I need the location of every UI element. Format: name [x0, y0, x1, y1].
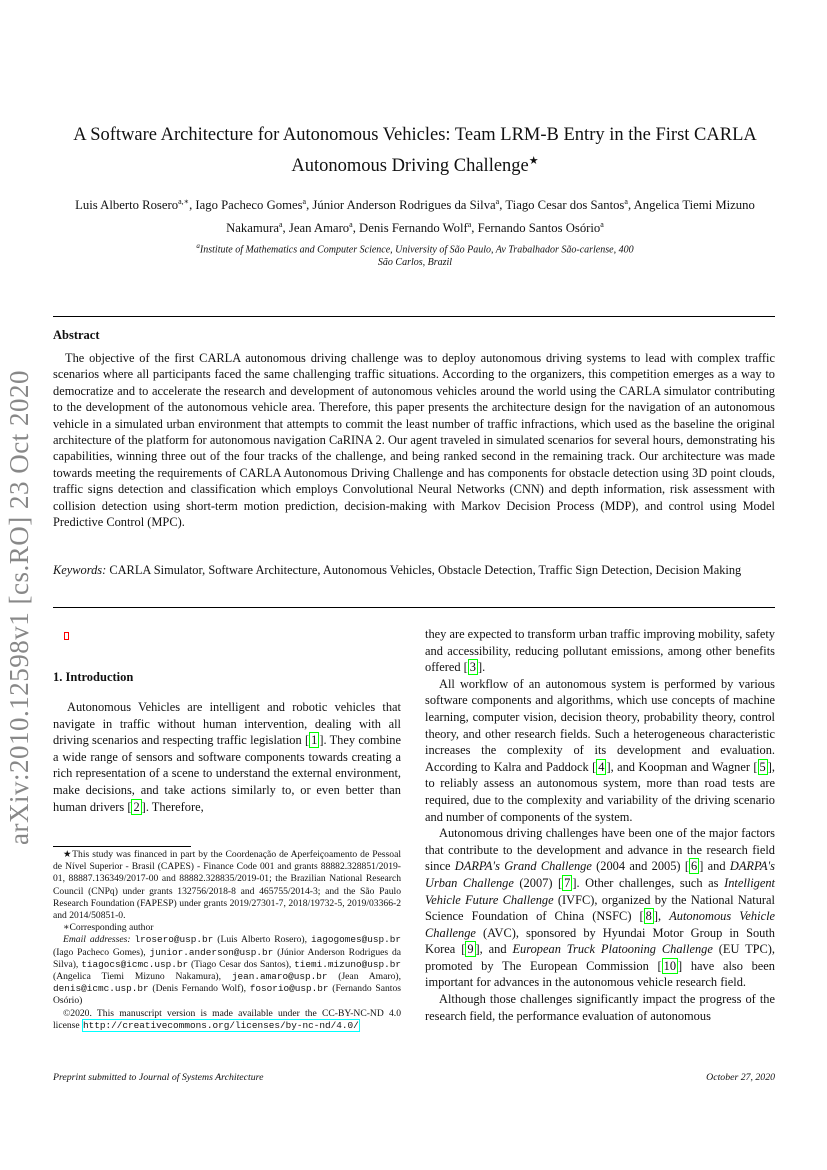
top-divider — [53, 316, 775, 317]
paragraph: Autonomous driving challenges have been one of the major factors that contribute to the development and advance in the research field since DARPA's Grand Challenge (2004 and 2005) [ 6 ] and DARPA's Urban Challenge (2007) [ 7 ]. Other challenges, such as Intelligent Vehicle Future Challenge (IVFC), organized by the National Natural Science Foundation of China (NSFC) [ 8 ], Autonomous Vehicle Challenge (AVC), sponsored by Hyundai Motor Group in South Korea [ 9 ], and European Truck Platooning Challenge (EU TPC), promoted by The European Commission [ 10 ] have also been important for advances in the autonomous vehicle research field. — [425, 826, 776, 990]
keywords-label: Keywords: — [53, 563, 107, 577]
email-link[interactable]: lrosero@usp.br — [134, 934, 214, 946]
citation-link[interactable]: 7 — [564, 875, 571, 890]
email-link[interactable]: junior.anderson@usp.br — [149, 946, 274, 958]
paper-title — [60, 122, 770, 179]
citation-link[interactable]: 8 — [645, 909, 652, 924]
abstract-bottom-divider — [53, 607, 775, 608]
title-footnote-mark[interactable]: ★ — [528, 155, 539, 167]
paragraph: Autonomous Vehicles are intelligent and robotic vehicles that navigate in traffic without human intervention, dealing with all driving scenarios and respecting traffic legislation [ 1 ]. They combine a wide range of sensors and software components towards creating a rich representation of a scene to understand the external environment, make decisions, and take actions similarly to, or even better than human drivers [ 2 ]. Therefore, — [53, 700, 401, 814]
citation-link[interactable]: 4 — [598, 759, 605, 774]
author: Fernando Santos Osório$^a$ — [477, 220, 604, 236]
paragraph: All workflow of an autonomous system is performed by various software components and algorithms, which use concepts of machine learning, computer vision, decision theory, probability theory, control theory, and other research fields. Such a heterogeneous characteristic increases the complexity of its development and evaluation. According to Kalra and Paddock [ 4 ], and Koopman and Wagner [ 5 ], to reliably assess an autonomous system, more than road tests are required, due to the complexity and variability of the driving scenario and number of components of the system. — [425, 676, 775, 824]
citation-link[interactable]: 9 — [467, 942, 474, 957]
footer-journal: Preprint submitted to Journal of Systems Architecture — [53, 1072, 264, 1083]
citation-link[interactable]: 5 — [759, 759, 766, 774]
email-link[interactable]: fosorio@usp.br — [249, 983, 329, 995]
abstract-body: The objective of the first CARLA autonomous driving challenge was to deploy autonomous driving systems to lead with complex traffic scenarios where all participants faced the same challenging traffic situations. According to the organizers, this competition emerges as a way to democratize and to accelerate the research and development of autonomous vehicles around the world using the CARLA simulator contributing to the development of the autonomous vehicle area. Therefore, this paper presents the architecture design for the navigation of an autonomous vehicle in a simulated urban environment that attempts to commit the least number of traffic infractions, which used as the baseline the original architecture of the platform for autonomous navigation CaRINA 2. Our agent traveled in simulated scenarios for several hours, demonstrating his capabilities, winning three out of the four tracks of the challenge, and being ranked second in the remaining track. Our architecture was made towards meeting the requirements of CARLA Autonomous Driving Challenge and has components for obstacle detection using 3D point clouds, traffic signs detection and classification which employs Convolutional Neural Networks (CNN) and depth information, risk assessment with collision detection using short-term motion prediction, decision-making with Markov Decision Process (MDP), and control using Model Predictive Control (MPC). — [53, 351, 775, 530]
author: Denis Fernando Wolf$^a$ — [359, 220, 472, 236]
footer-date: October 27, 2020 — [706, 1072, 775, 1083]
email-link[interactable]: tiagocs@icmc.usp.br — [81, 958, 189, 970]
citation-link[interactable]: 6 — [691, 859, 698, 874]
email-link[interactable]: jean.amaro@usp.br — [231, 971, 328, 983]
author: Júnior Anderson Rodrigues da Silva$^a$ — [312, 197, 500, 213]
left-column — [53, 699, 401, 815]
title-text: A Software Architecture for Autonomous Vehicles: Team LRM-B Entry in the First CARLA Autonomous Driving Challenge — [73, 125, 757, 177]
citation-link[interactable]: 2 — [133, 799, 140, 814]
license-note: ©2020. This manuscript version is made available under the CC-BY-NC-ND 4.0 license http://creativecommons.org/licenses/by-nc-nd/4.0/ — [53, 1007, 401, 1031]
funding-footnote: ★This study was financed in part by the Coordenação de Aperfeiçoamento de Pessoal de Nível Superior - Brasil (CAPES) - Finance Code 001 and grants 88882.328851/2019-01, 88887.136349/2017-00 and 88882.328835/2019-01; the Brazilian National Research Council (CNPq) under grants 132756/2018-8 and 465755/2014-3; and the São Paulo Research Foundation (FAPESP) under grants 2019/27301-7, 2018/19732-5, 2019/03366-2 and 2014/50851-0. — [53, 849, 401, 922]
citation-link[interactable]: 1 — [311, 733, 318, 748]
footnotes — [53, 849, 401, 1032]
email-link[interactable]: denis@icmc.usp.br — [53, 983, 149, 995]
author: Iago Pacheco Gomes$^a$ — [195, 197, 307, 213]
corresponding-author-note: ∗Corresponding author — [63, 922, 154, 934]
email-addresses: Email addresses: lrosero@usp.br (Luis Alberto Rosero), iagogomes@usp.br (Iago Pacheco Gomes), junior.anderson@usp.br (Júnior Anderson Rodrigues da Silva), tiagocs@icmc.usp.br (Tiago Cesar dos Santos), tiemi.mizuno@usp.br (Angelica Tiemi Mizuno Nakamura), jean.amaro@usp.br (Jean Amaro), denis@icmc.usp.br (Denis Fernando Wolf), fosorio@usp.br (Fernando Santos Osório) — [53, 934, 402, 1007]
paragraph: they are expected to transform urban traffic improving mobility, safety and accessibility, reducing pollutant emissions, among other benefits offered [ 3 ]. — [425, 627, 775, 675]
author: Jean Amaro$^a$ — [288, 220, 353, 236]
citation-link[interactable]: 3 — [469, 660, 476, 675]
author: Angelica Tiemi Mizuno Nakamura$^a$ — [226, 198, 755, 236]
author-list: Luis Alberto Rosero$^{a,∗}$, Iago Pacheco Gomes$^a$, Júnior Anderson Rodrigues da Silva$^a$, Tiago Cesar dos Santos$^a$, Angelica Tiemi Mizuno Nakamura$^a$, Jean Amaro$^a$, Denis Fernando Wolf$^a$, Fernando Santos Osório$^a$ — [75, 197, 755, 236]
author: Luis Alberto Rosero$^{a,∗}$ — [75, 197, 190, 213]
section-heading-introduction: 1. Introduction — [53, 670, 134, 684]
citation-link[interactable]: 10 — [663, 958, 677, 973]
link-anchor-marker[interactable] — [64, 632, 69, 640]
license-link[interactable]: http://creativecommons.org/licenses/by-nc-nd/4.0/ — [83, 1019, 359, 1031]
email-link[interactable]: iagogomes@usp.br — [310, 934, 401, 946]
arxiv-identifier-stamp: arXiv:2010.12598v1 [cs.RO] 23 Oct 2020 — [4, 370, 34, 845]
paragraph: Although those challenges significantly impact the progress of the research field, the performance evaluation of autonomous — [425, 992, 775, 1023]
author: Tiago Cesar dos Santos$^a$ — [505, 197, 628, 213]
affiliation: $^a$Institute of Mathematics and Computer Science, University of São Paulo, Av Trabalhador São-carlense, 400 São Carlos, Brazil — [196, 242, 634, 269]
email-link[interactable]: tiemi.mizuno@usp.br — [294, 958, 402, 970]
right-column — [425, 626, 775, 1024]
keywords — [53, 562, 775, 578]
keywords-text: CARLA Simulator, Software Architecture, Autonomous Vehicles, Obstacle Detection, Traffic Sign Detection, Decision Making — [109, 563, 742, 577]
footnote-divider — [53, 846, 191, 847]
abstract-heading: Abstract — [53, 328, 100, 342]
